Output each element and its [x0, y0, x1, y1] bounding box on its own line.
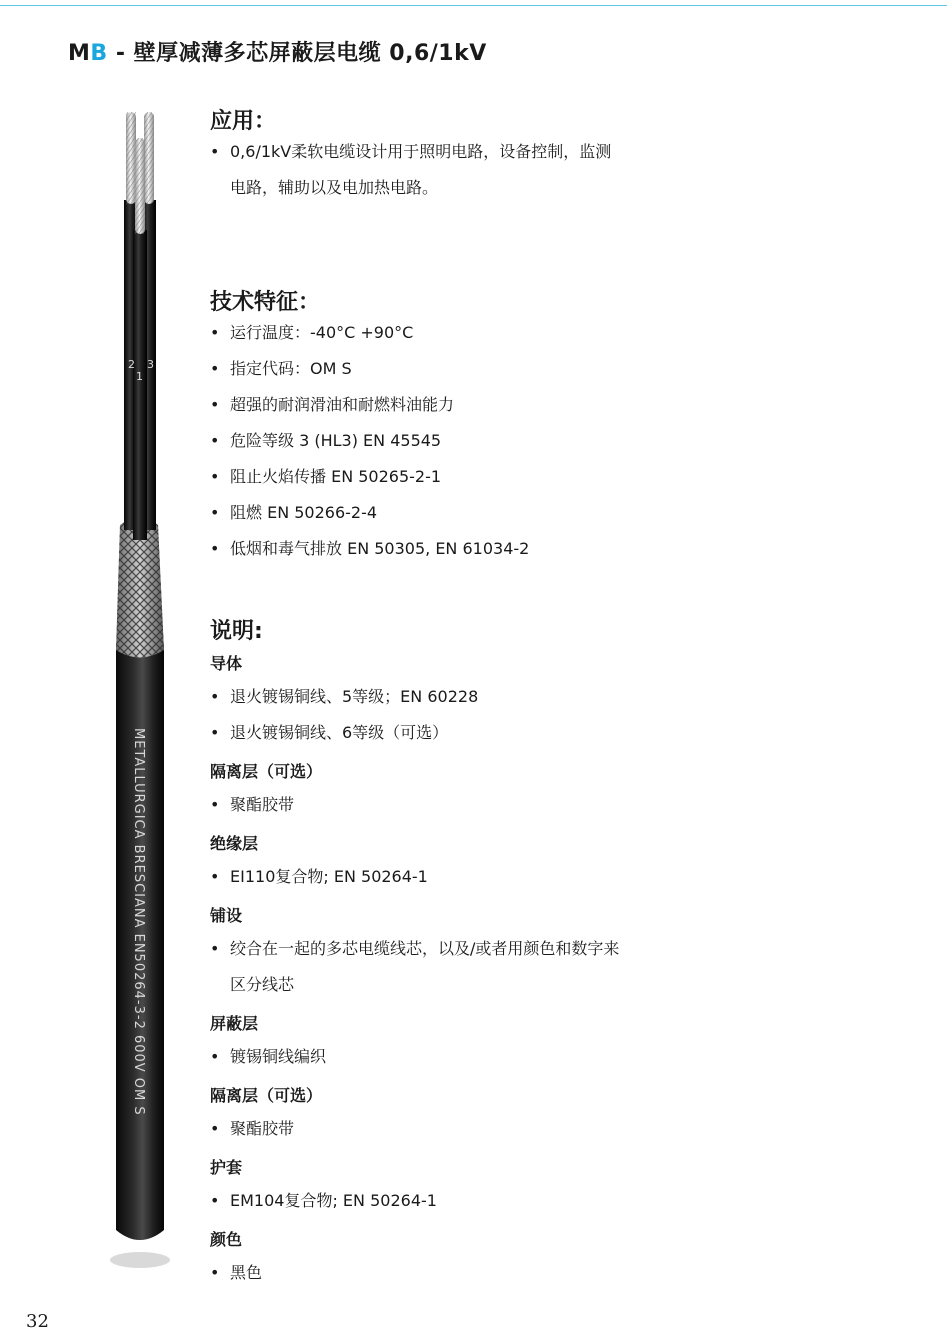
list-item-text: EI110复合物; EN 50264-1 [230, 867, 428, 886]
application-heading: 应用： [210, 109, 277, 134]
sub-heading-separator: 隔离层（可选） [210, 762, 323, 781]
list-item-text: 超强的耐润滑油和耐燃料油能力 [230, 395, 455, 414]
sub-heading-insulation: 绝缘层 [210, 834, 259, 853]
description-heading: 说明: [210, 619, 263, 644]
bullet-dot: • [210, 503, 220, 522]
bullet-dot: • [210, 539, 220, 558]
list-item [210, 531, 620, 567]
list-item [210, 715, 620, 751]
list-item-text: 低烟和毒气排放 EN 50305, EN 61034-2 [230, 539, 530, 558]
list-item-text: 绞合在一起的多芯电缆线芯，以及/或者用颜色和数字来区分线芯 [230, 939, 620, 994]
sub-heading-laying: 铺设 [210, 906, 243, 925]
list-item [210, 787, 620, 823]
list-item [210, 1039, 620, 1075]
list-item [210, 931, 620, 1003]
list-item-text: 运行温度：-40°C +90°C [230, 323, 414, 342]
list-item [210, 459, 620, 495]
list-item-text: 聚酯胶带 [230, 795, 295, 814]
bullet-dot: • [210, 867, 220, 886]
top-rule [0, 5, 947, 6]
core-label-1: 1 [136, 370, 143, 383]
list-item [210, 387, 620, 423]
list-item [210, 1111, 620, 1147]
cable-illustration [100, 100, 180, 1280]
bullet-dot: • [210, 795, 220, 814]
list-item [210, 423, 620, 459]
list-item [210, 1183, 620, 1219]
core-label-2: 2 [128, 358, 135, 371]
bullet-dot: • [210, 723, 220, 742]
bullet-dot: • [210, 1191, 220, 1210]
list-item-text: 阻燃 EN 50266-2-4 [230, 503, 378, 522]
bullet-dot: • [210, 323, 220, 342]
bullet-dot: • [210, 431, 220, 450]
list-item [210, 859, 620, 895]
page-number: 32 [26, 1311, 49, 1332]
list-item-text: EM104复合物; EN 50264-1 [230, 1191, 437, 1210]
list-item-text: 阻止火焰传播 EN 50265-2-1 [230, 467, 442, 486]
bullet-dot: • [210, 467, 220, 486]
core-1 [133, 230, 147, 540]
list-item [210, 1255, 620, 1291]
bullet-dot: • [210, 1263, 220, 1282]
list-item-text: 退火镀锡铜线、6等级（可选） [230, 723, 449, 742]
list-item-text: 黑色 [230, 1263, 263, 1282]
sub-heading-shield: 屏蔽层 [210, 1014, 259, 1033]
bullet-dot: • [210, 142, 220, 161]
list-item [210, 679, 620, 715]
bullet-dot: • [210, 687, 220, 706]
sub-heading-color: 颜色 [210, 1230, 243, 1249]
list-item-text: 危险等级 3 (HL3) EN 45545 [230, 431, 442, 450]
list-item [210, 495, 620, 531]
bullet-dot: • [210, 1119, 220, 1138]
core-label-3: 3 [147, 358, 154, 371]
title-prefix-b: B [90, 41, 108, 66]
list-item-text: 退火镀锡铜线、5等级；EN 60228 [230, 687, 479, 706]
list-item-text: 镀锡铜线编织 [230, 1047, 327, 1066]
features-heading: 技术特征： [210, 290, 321, 315]
bullet-dot: • [210, 1047, 220, 1066]
title-prefix-m: M [68, 41, 91, 66]
sub-heading-separator-2: 隔离层（可选） [210, 1086, 323, 1105]
bullet-dot: • [210, 359, 220, 378]
sheath-print: METALLURGICA BRESCIANA EN50264-3-2 600V OM S [131, 728, 146, 1116]
list-item-text: 指定代码：OM S [230, 359, 352, 378]
list-item-text: 聚酯胶带 [230, 1119, 295, 1138]
sub-heading-conductor: 导体 [210, 654, 243, 673]
bullet-dot: • [210, 395, 220, 414]
sub-heading-sheath: 护套 [210, 1158, 243, 1177]
bullet-dot: • [210, 939, 220, 958]
page-title [68, 36, 487, 67]
list-item [210, 351, 620, 387]
list-item [210, 134, 620, 206]
list-item-text: 0,6/1kV柔软电缆设计用于照明电路，设备控制，监测电路，辅助以及电加热电路。 [230, 142, 612, 197]
title-text: - 壁厚减薄多芯屏蔽层电缆 0,6/1kV [107, 41, 487, 66]
list-item [210, 315, 620, 351]
